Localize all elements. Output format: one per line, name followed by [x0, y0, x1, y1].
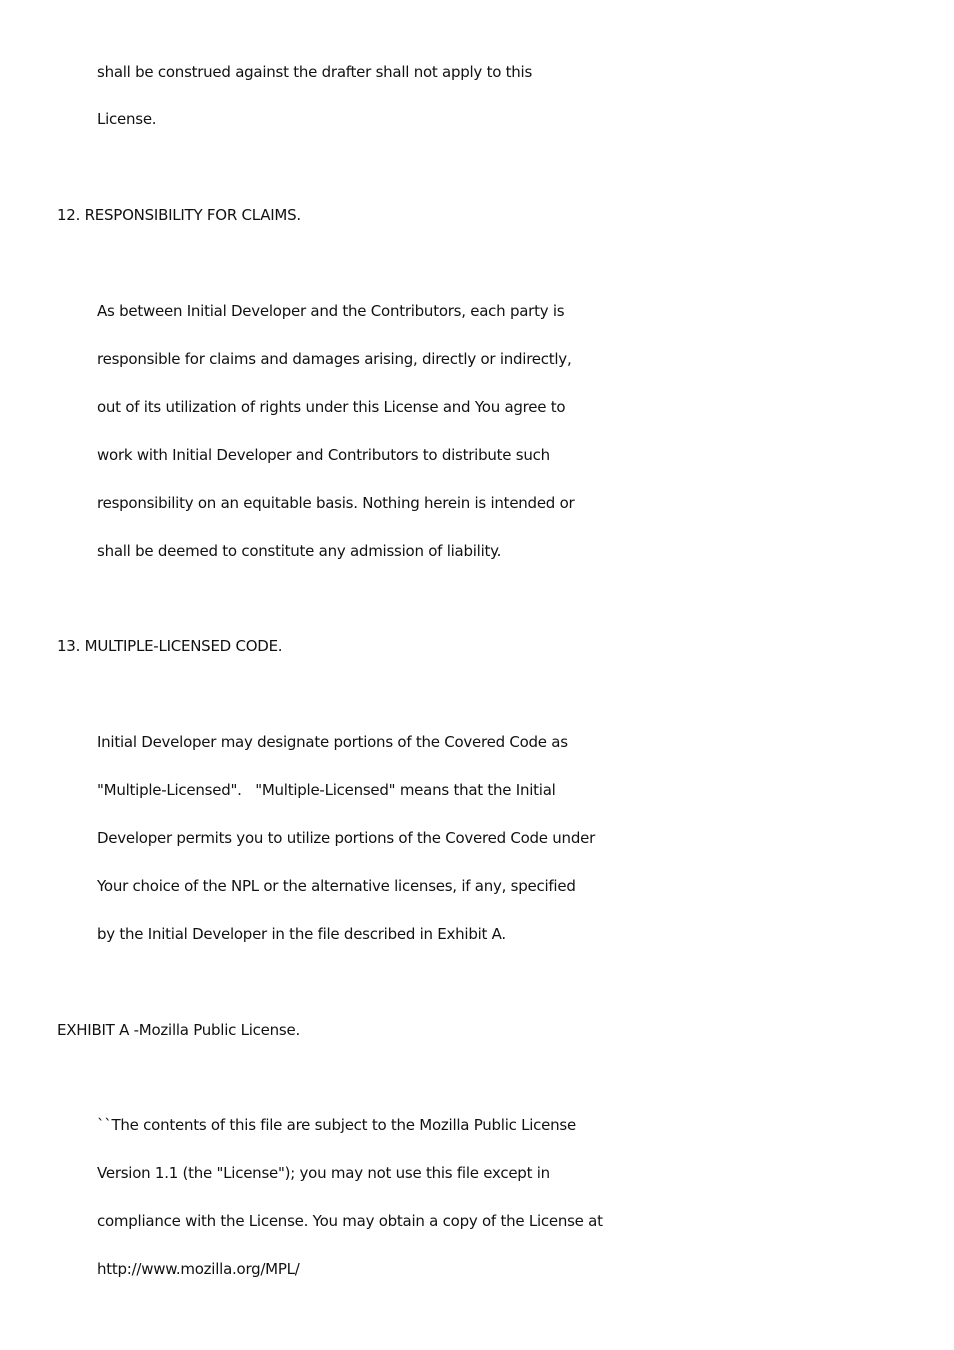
section-heading: 12. RESPONSIBILITY FOR CLAIMS. — [57, 206, 301, 224]
paragraph-line: work with Initial Developer and Contributors to distribute such — [97, 446, 550, 464]
paragraph-line: shall be construed against the drafter shall not apply to this — [97, 63, 533, 81]
paragraph-line: License. — [97, 110, 157, 128]
license-url: http://www.mozilla.org/MPL/ — [97, 1260, 300, 1278]
paragraph-line: shall be deemed to constitute any admission of liability. — [97, 542, 502, 560]
section-heading: EXHIBIT A -Mozilla Public License. — [57, 1021, 300, 1039]
paragraph-line: compliance with the License. You may obtain a copy of the License at — [97, 1212, 603, 1230]
paragraph-line: by the Initial Developer in the file described in Exhibit A. — [97, 925, 506, 943]
paragraph-line: Initial Developer may designate portions of the Covered Code as — [97, 733, 568, 751]
paragraph-line: Your choice of the NPL or the alternative licenses, if any, specified — [97, 877, 576, 895]
paragraph-line: out of its utilization of rights under this License and You agree to — [97, 398, 566, 416]
paragraph-line: responsible for claims and damages arising, directly or indirectly, — [97, 350, 572, 368]
section-heading: 13. MULTIPLE-LICENSED CODE. — [57, 637, 283, 655]
paragraph-line: Developer permits you to utilize portions of the Covered Code under — [97, 829, 595, 847]
paragraph-line: ``The contents of this file are subject to the Mozilla Public License — [97, 1116, 576, 1134]
paragraph-line: responsibility on an equitable basis. Nothing herein is intended or — [97, 494, 575, 512]
paragraph-line: "Multiple-Licensed". "Multiple-Licensed" means that the Initial — [97, 781, 556, 799]
paragraph-line: Version 1.1 (the "License"); you may not use this file except in — [97, 1164, 550, 1182]
paragraph-line: As between Initial Developer and the Contributors, each party is — [97, 302, 565, 320]
